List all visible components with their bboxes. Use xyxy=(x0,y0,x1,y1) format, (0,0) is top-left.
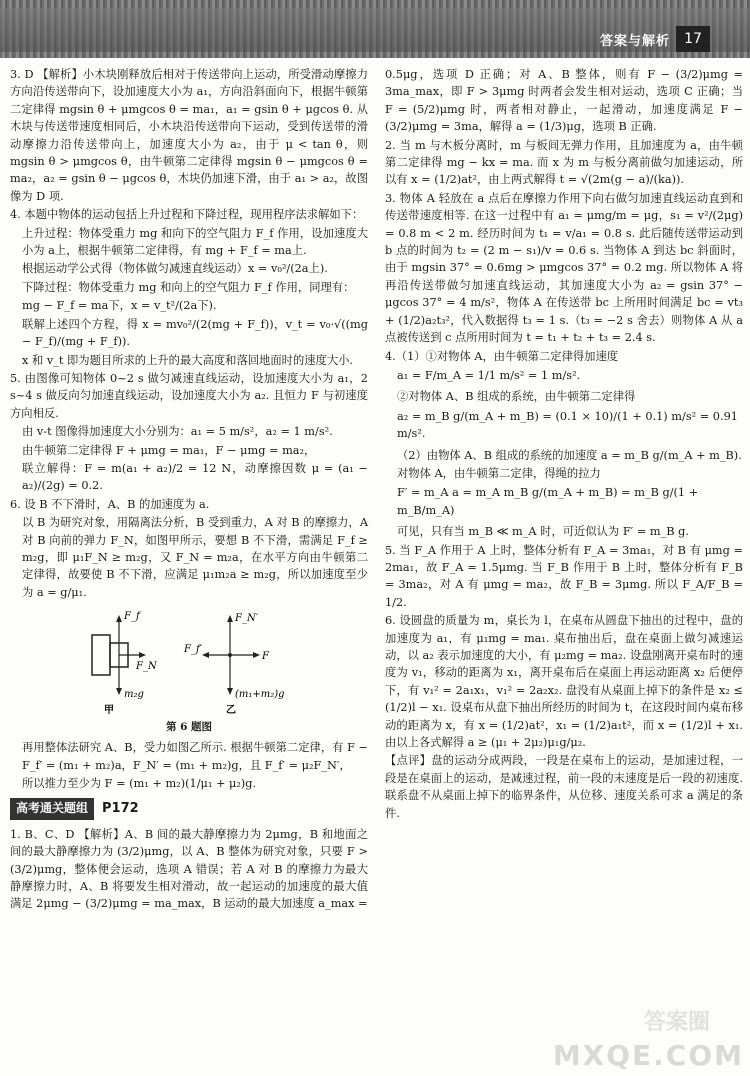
left3-paragraph: 1. B、C、D 【解析】A、B 间的最大静摩擦力为 2μmg，B 和地面之间的最大静摩擦力为 (3/2)μmg，以 A、B 整体为研究对象，只要 F > (3/2)μmg，整体便会运动，选项 A 错误；若 A 对 B 的摩擦力为最大静摩擦力时，A、B 将要发生相对滑动，故一起运动的加速度的最大值满足 2μmg − (3/2)μmg = ma_max，B 运动的最大加速度 a_max = xyxy=(10,827,368,911)
fn2-arrowhead xyxy=(227,615,233,622)
fn-arrowhead xyxy=(139,652,146,658)
right-paragraph: 对物体 A，由牛顿第二定律，得绳的拉力 xyxy=(397,466,601,480)
right-paragraph: a₂ = m_B g/(m_A + m_B) = (0.1 × 10)/(1 + 0.1) m/s² = 0.91 m/s². xyxy=(397,409,738,441)
m2g-arrowhead xyxy=(116,688,122,695)
right-paragraph: 0.5μg，选项 D 正确；对 A、B 整体，则有 F − (3/2)μmg = 3ma_max，即 F > 3μmg 时两者会发生相对运动，选项 C 正确；当 F = (5/2)μmg 时，两者相对静止，一起滑动，加速度满足 F − (3/2)μmg = 3ma，解得 a = (1/3)μg，选项 B 正确. xyxy=(385,68,743,134)
right-paragraph: 3. 物体 A 轻放在 a 点后在摩擦力作用下向右做匀加速直线运动直到和传送带速度相等. 在这一过程中有 a₁ = μmg/m = μg，s₁ = v²/(2μg) = 0.8 m < 2 m. 经历时间为 t₁ = v/a₁ = 0.8 s. 此后随传送带运动到 b 点的时间为 t₂ = (2 m − s₁)/v = 0.6 s. 当物体 A 到达 bc 斜面时，由于 mgsin 37° = 0.6mg > μmgcos 37° = 0.2 mg. 所以物体 A 将再沿传送带做匀加速直线运动，其加速度大小为 a₂ = gsin 37° − μgcos 37° = 4 m/s²，物体 A 在传送带 bc 上所用时间满足 bc = vt₃ + (1/2)a₂t₃²，代入数据得 t₃ = 1 s.（t₃ = −2 s 舍去）则物体 A 从 a 点被传送到 c 点所用时间为 t = t₁ + t₂ + t₃ = 2.4 s. xyxy=(385,191,743,345)
right-paragraph: 2. 当 m 与木板分离时，m 与板间无弹力作用，且加速度为 a，由牛顿第二定律得 mg − kx = ma. 而 x 为 m 与板分离前做匀加速运动，所以有 x = (1/2)at²，由上两式解得 t = √(2m(g − a)/(ka)). xyxy=(385,138,743,187)
left-paragraph: 由牛顿第二定律得 F + μmg = ma₁，F − μmg = ma₂， xyxy=(22,443,316,457)
section-header xyxy=(10,798,368,819)
left-paragraph: 由 v-t 图像得加速度大小分别为：a₁ = 5 m/s²，a₂ = 1 m/s². xyxy=(22,425,333,439)
m12g-arrowhead xyxy=(227,688,233,695)
left2-paragraph: 所以推力至少为 F = (m₁ + m₂)(1/μ₁ + μ₂)g. xyxy=(22,777,257,790)
left-paragraph: 联立解得：F = m(a₁ + a₂)/2 = 12 N，动摩擦因数 μ = (a₁ − a₂)/(2g) = 0.2. xyxy=(22,461,368,493)
right-paragraph: 4.（1）①对物体 A，由牛顿第二定律得加速度 xyxy=(385,349,619,363)
left-paragraph: 6. 设 B 不下滑时，A、B 的加速度为 a. xyxy=(10,497,210,511)
left-paragraph: 联解上述四个方程，得 x = mv₀²/(2(mg + F_f))，v_t = v₀·√((mg − F_f)/(mg + F_f)). xyxy=(22,317,368,349)
ff2-arrowhead xyxy=(202,652,209,658)
right-paragraph: a₁ = F/m_A = 1/1 m/s² = 1 m/s². xyxy=(397,368,581,382)
left-paragraph: 根据运动学公式得（物体做匀减速直线运动）x = v₀²/(2a上). xyxy=(22,262,328,276)
label-fn: F_N xyxy=(136,661,157,673)
header-title: 答案与解析 xyxy=(599,34,670,49)
right-paragraph: 6. 设圆盘的质量为 m，桌长为 l，在桌布从圆盘下抽出的过程中，盘的加速度为 a₁，有 μ₁mg = ma₁. 桌布抽出后，盘在桌面上做匀减速运动，以 a₂ 表示加速度的大小，有 μ₂mg = ma₂. 设盘刚离开桌布时的速度为 v₁，移动的距离为 x₁，离开桌布后在桌面上再运动距离 x₂ 后便停下，有 v₁² = 2a₁x₁，v₁² = 2a₂x₂. 盘没有从桌面上掉下的条件是 x₂ ≤ (1/2)l − x₁. 设桌布从盘下抽出所经历的时间为 t，在这段时间内桌布移动的距离为 x，有 x = (1/2)at²，x₁ = (1/2)a₁t²，而 x = (1/2)l + x₁. 由以上各式解得 a ≥ (μ₁ + 2μ₂)μ₁g/μ₂. xyxy=(385,614,743,750)
block-a xyxy=(92,635,110,675)
left-paragraph: 5. 由图像可知物体 0~2 s 做匀减速直线运动，设加速度大小为 a₁，2 s~4 s 做反向匀加速直线运动，设加速度大小为 a₂. 且恒力 F 与初速度方向相反. xyxy=(10,371,368,420)
label-fn2: F_N′ xyxy=(235,613,258,625)
left-section-block xyxy=(10,826,368,913)
point-ab xyxy=(228,653,232,657)
label-yi: 乙 xyxy=(226,705,236,717)
label-f: F xyxy=(262,651,269,663)
figure-caption: 第 6 题图 xyxy=(165,721,213,734)
right-paragraph: ②对物体 A、B 组成的系统，由牛顿第二定律得 xyxy=(397,390,636,404)
left-paragraph: x 和 v_t 即为题目所求的上升的最大高度和落回地面时的速度大小. xyxy=(22,353,354,367)
left-paragraph: mg − F_f = ma下，x = v_t²/(2a下). xyxy=(22,299,217,313)
f-arrowhead xyxy=(253,652,260,658)
right-paragraph: 5. 当 F_A 作用于 A 上时，整体分析有 F_A = 3ma₁，对 B 有 μmg = 2ma₁，故 F_A = 1.5μmg. 当 F_B 作用于 B 上时，整体分析有 F_B = 3ma₂，对 A 有 μmg = ma₂，故 F_B = 3μmg. 所以 F_A/F_B = 1/2. xyxy=(385,543,743,609)
section-page: P172 xyxy=(102,801,139,817)
watermark-logo: 答案圈 xyxy=(643,1010,710,1035)
right-paragraph: （2）由物体 A、B 组成的系统的加速度 a = m_B g/(m_A + m_B). xyxy=(397,448,742,462)
left2-paragraph: 再用整体法研究 A、B，受力如图乙所示. 根据牛顿第二定律，有 F − F_f′ = (m₁ + m₂)a，F_N′ = (m₁ + m₂)g，且 F_f′ = μ₂F_N′， xyxy=(22,741,368,772)
watermark: MXQE.COM xyxy=(552,1039,744,1072)
right-paragraph: 【点评】盘的运动分成两段，一段是在桌布上的运动，是加速过程，一段是在桌面上的运动，是减速过程，前一段的末速度是后一段的初速度. 联系盘不从桌面上掉下的临界条件，从位移、速度关系可求 a 满足的条件. xyxy=(385,754,743,820)
left-paragraph: 下降过程：物体受重力 mg 和向上的空气阻力 F_f 作用，同理有： xyxy=(22,280,355,294)
page-header xyxy=(0,0,750,58)
label-m12g: (m₁+m₂)g xyxy=(235,689,285,701)
left-column xyxy=(10,66,368,914)
right-paragraph: F′ = m_A a = m_A m_B g/(m_A + m_B) = m_B g/(1 + m_B/m_A) xyxy=(397,486,699,517)
right-answers-block xyxy=(385,66,743,822)
label-jia: 甲 xyxy=(104,705,114,717)
ff-arrowhead xyxy=(116,615,122,622)
left-paragraph: 4. 本题中物体的运动包括上升过程和下降过程，现用程序法求解如下： xyxy=(10,208,364,222)
right-paragraph: 可见，只有当 m_B ≪ m_A 时，可近似认为 F′ = m_B g. xyxy=(397,525,689,539)
left-paragraph: 3. D 【解析】小木块刚释放后相对于传送带向上运动，所受滑动摩擦力方向沿传送带向下，设加速度大小为 a₁，方向沿斜面向下，根据牛顿第二定律得 mgsin θ + μmgcos θ = ma₁，a₁ = gsin θ + μgcos θ. 从木块与传送带速度相同后，小木块沿传送带向下运动，受到传送带的滑动摩擦力沿传送带向上，加速度大小为 a₂，由于 μ < tan θ，则 mgsin θ > μmgcos θ，由牛顿第二定律得 mgsin θ − μmgcos θ = ma₂，a₂ = gsin θ − μgcos θ，木块仍加速下滑，由于 a₁ > a₂，故图像为 D 项. xyxy=(10,68,368,203)
page-number: 17 xyxy=(676,26,710,52)
figure-problem-6 xyxy=(10,605,368,735)
section-tag: 高考通关题组 xyxy=(10,798,94,819)
label-ff: F_f xyxy=(124,611,140,623)
label-ff2: F_f′ xyxy=(184,644,202,656)
left-paragraph: 上升过程：物体受重力 mg 和向下的空气阻力 F_f 作用，设加速度大小为 a上，根据牛顿第二定律得，有 mg + F_f = ma上. xyxy=(22,226,368,258)
right-column xyxy=(385,66,743,823)
force-diagram xyxy=(70,605,310,717)
left-continued-block xyxy=(10,739,368,792)
left-paragraph: 以 B 为研究对象，用隔离法分析，B 受到重力，A 对 B 的摩擦力，A 对 B 向前的弹力 F_N，如图甲所示，要想 B 不下滑，需满足 F_f ≥ m₂g，即 μ₁F_N ≥ m₂g，又 F_N = m₂a，在水平方向由牛顿第二定律得，故要使 B 不下滑，应满足 μ₁m₂a ≥ m₂g，所以加速度至少为 a = g/μ₁. xyxy=(22,516,368,599)
label-m2g: m₂g xyxy=(124,689,144,701)
left-answers-block xyxy=(10,66,368,601)
